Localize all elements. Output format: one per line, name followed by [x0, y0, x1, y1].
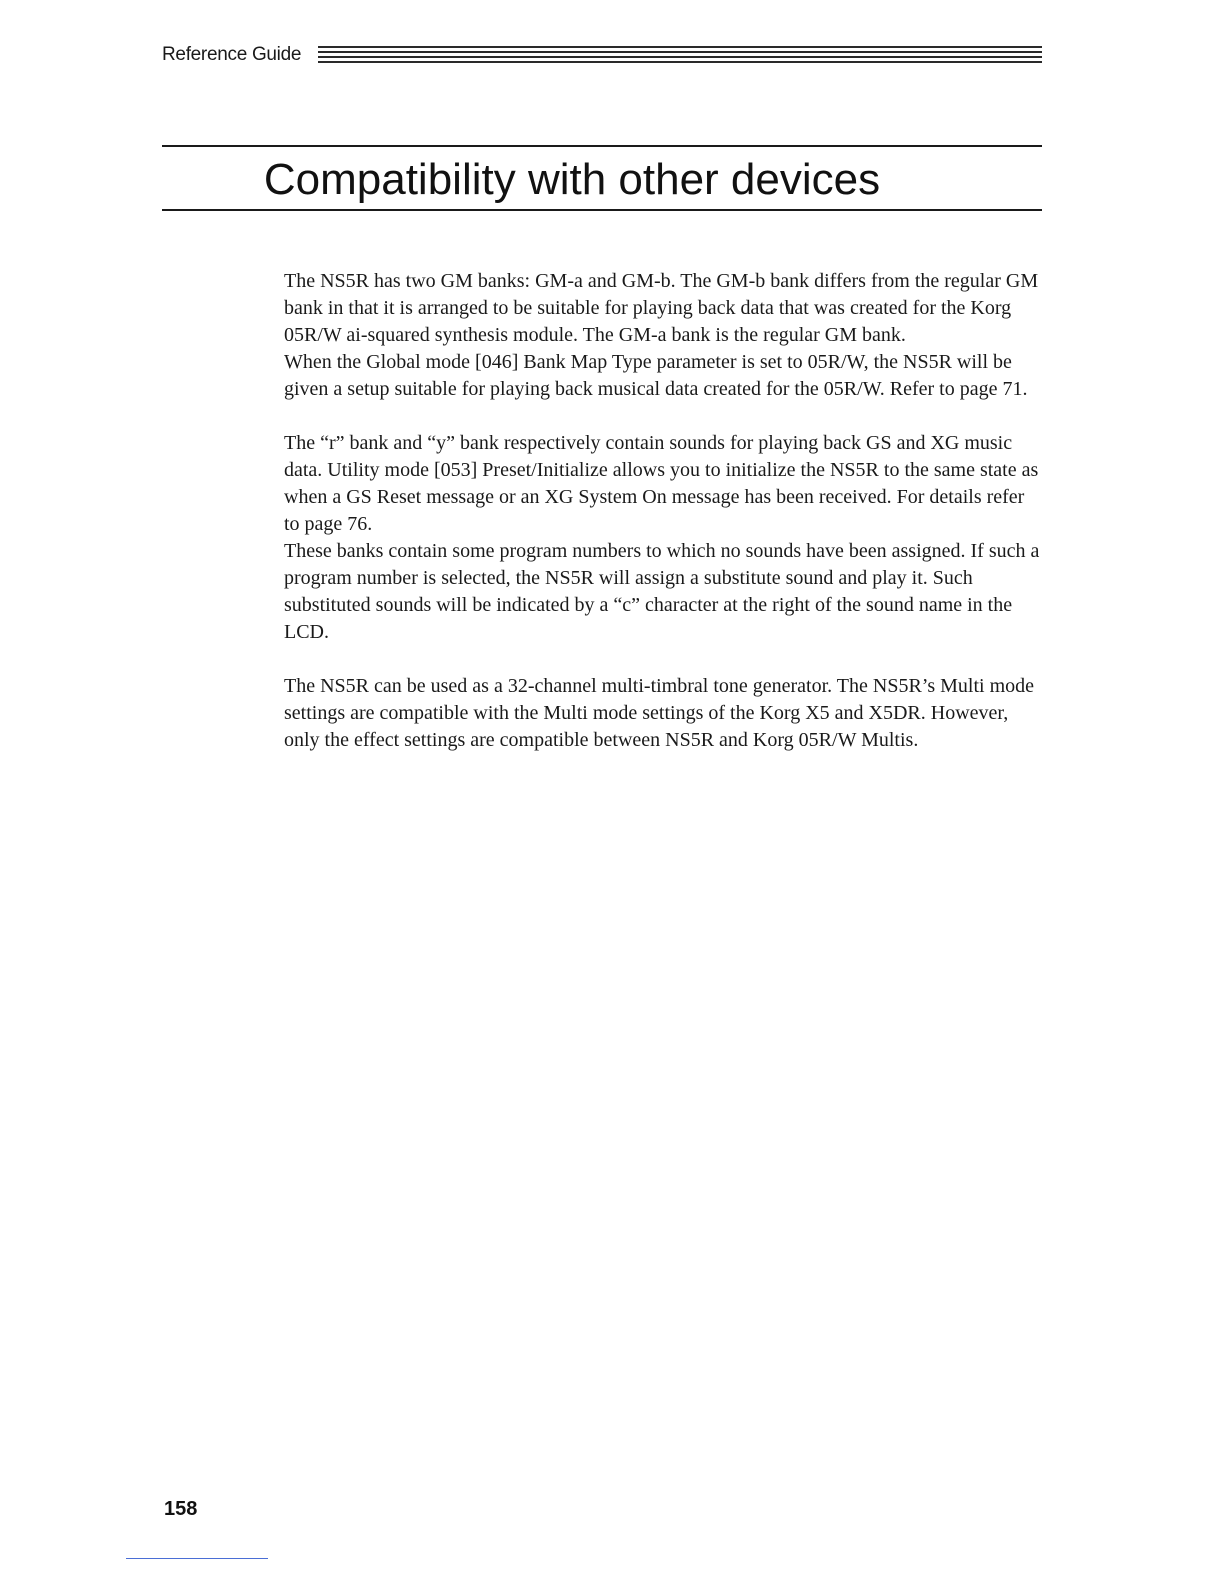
header-rule-lines [318, 46, 1042, 62]
running-header: Reference Guide [162, 44, 302, 65]
paragraph: The “r” bank and “y” bank respectively contain sounds for playing back GS and XG music data. Utility mode [053] Preset/Initialize allows you to initialize the NS5R to the same state as when a GS Reset message or an XG System On message has been received. For details refer to page 76. [284, 432, 1039, 535]
page-number: 158 [164, 1498, 198, 1520]
bottom-divider [126, 1558, 268, 1559]
page-title: Compatibility with other devices [263, 155, 881, 204]
body-text [284, 268, 1044, 754]
paragraph: The NS5R can be used as a 32-channel multi-timbral tone generator. The NS5R’s Multi mode settings are compatible with the Multi mode settings of the Korg X5 and X5DR. However, only the effect settings are compatible between NS5R and Korg 05R/W Multis. [284, 675, 1035, 751]
title-top-rule [162, 145, 1042, 147]
paragraph: When the Global mode [046] Bank Map Type parameter is set to 05R/W, the NS5R will be given a setup suitable for playing back musical data created for the 05R/W. Refer to page 71. [284, 351, 1028, 400]
paragraph: The NS5R has two GM banks: GM-a and GM-b. The GM-b bank differs from the regular GM bank in that it is arranged to be suitable for playing back data that was created for the Korg 05R/W ai-squared synthesis module. The GM-a bank is the regular GM bank. [284, 270, 1039, 346]
title-bottom-rule [162, 209, 1042, 211]
paragraph: These banks contain some program numbers to which no sounds have been assigned. If such a program number is selected, the NS5R will assign a substitute sound and play it. Such substituted sounds will be indicated by a “c” character at the right of the sound name in the LCD. [284, 540, 1040, 643]
